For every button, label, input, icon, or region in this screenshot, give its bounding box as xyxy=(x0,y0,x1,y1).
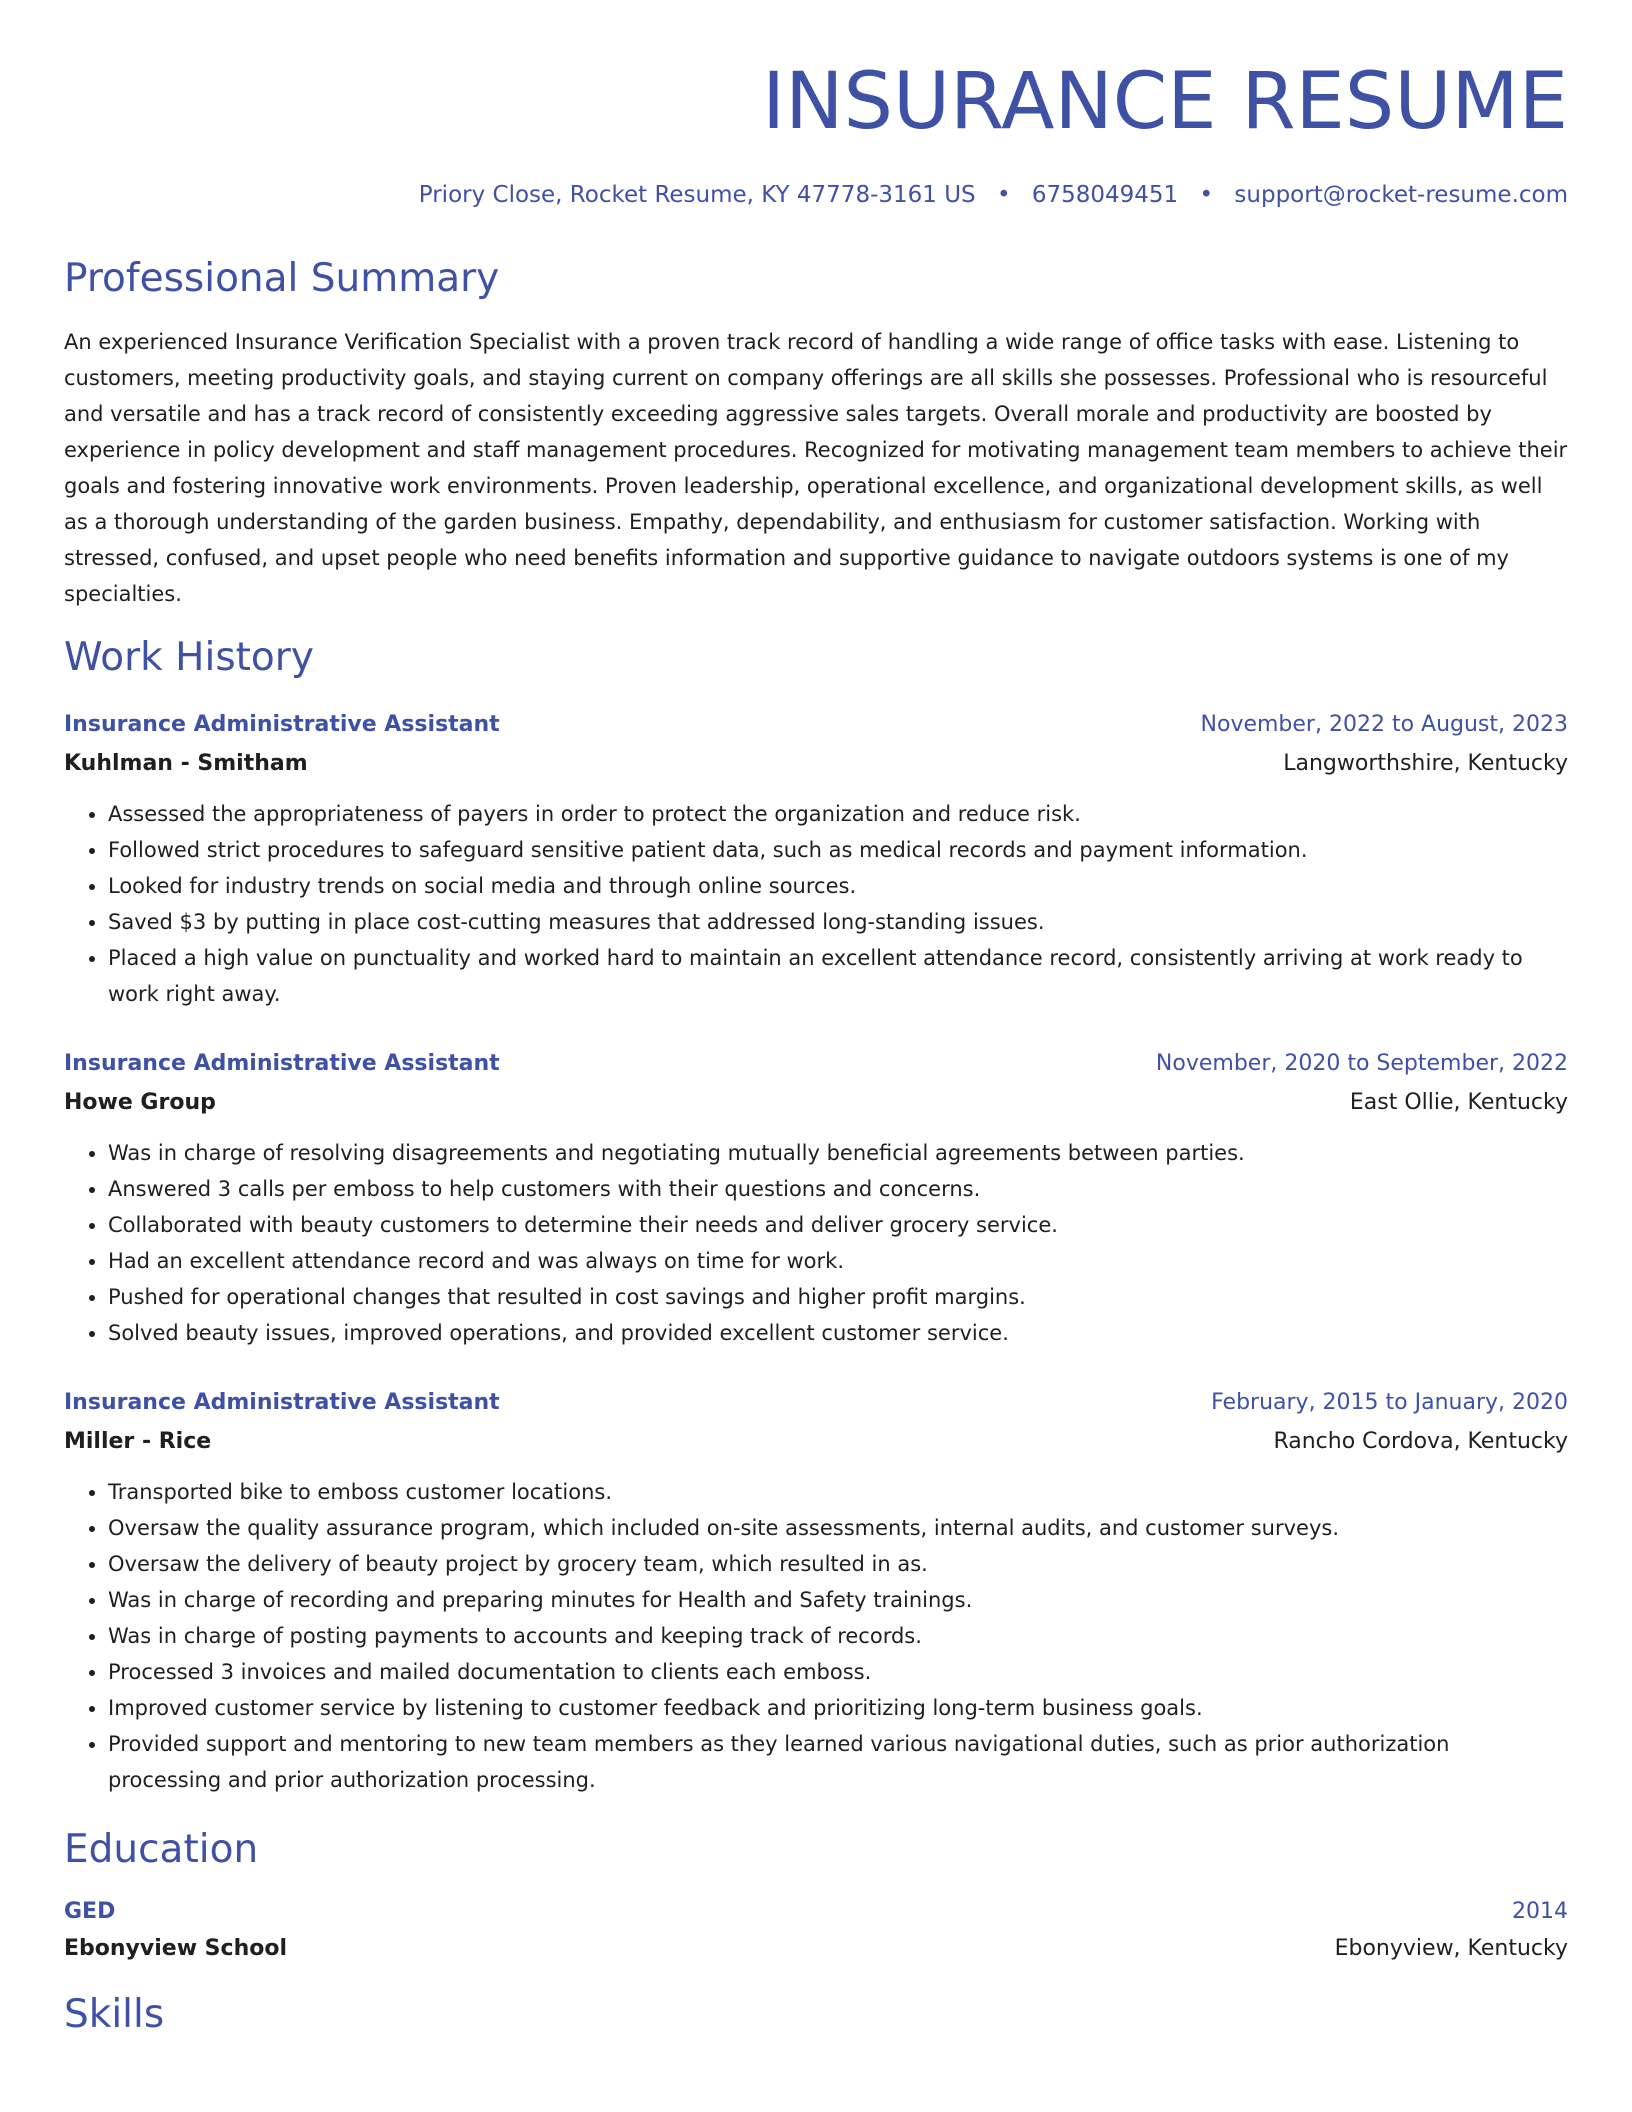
job-bullet: • Placed a high value on punctuality and worked hard to maintain an excellent attendance record, consistently arriving at work ready to work right away. xyxy=(108,940,1568,1012)
job-company: Howe Group xyxy=(64,1090,216,1115)
work-history-section xyxy=(64,634,1568,1798)
job-bullet: • Was in charge of resolving disagreements and negotiating mutually beneficial agreements between parties. xyxy=(108,1135,1568,1171)
job-bullet: • Followed strict procedures to safeguard sensitive patient data, such as medical records and payment information. xyxy=(108,832,1568,868)
job-bullet: • Was in charge of posting payments to accounts and keeping track of records. xyxy=(108,1618,1568,1654)
job-dates: November, 2022 to August, 2023 xyxy=(1200,712,1568,737)
job-bullet: • Oversaw the quality assurance program, which included on-site assessments, internal audits, and customer surveys. xyxy=(108,1510,1568,1546)
education-heading: Education xyxy=(64,1827,259,1872)
skills-heading: Skills xyxy=(64,1992,165,2037)
contact-phone: 6758049451 xyxy=(1031,182,1179,208)
contact-address: Priory Close, Rocket Resume, KY 47778-3161 US xyxy=(418,182,976,208)
job-company: Miller - Rice xyxy=(64,1429,212,1454)
job-bullet: • Assessed the appropriateness of payers in order to protect the organization and reduce risk. xyxy=(108,796,1568,832)
summary-heading: Professional Summary xyxy=(64,256,500,301)
job-location: Langworthshire, Kentucky xyxy=(1283,751,1568,776)
job-bullet: • Saved $3 by putting in place cost-cutting measures that addressed long-standing issues. xyxy=(108,904,1568,940)
contact-email[interactable]: support@rocket-resume.com xyxy=(1234,182,1568,208)
job-bullet: • Answered 3 calls per emboss to help customers with their questions and concerns. xyxy=(108,1171,1568,1207)
job-company: Kuhlman - Smitham xyxy=(64,751,308,776)
education-entry xyxy=(64,1896,1568,1965)
education-section xyxy=(64,1826,1568,1965)
job-location: East Ollie, Kentucky xyxy=(1349,1090,1568,1115)
summary-section xyxy=(64,255,1568,612)
contact-line xyxy=(64,178,1568,212)
job-bullet: • Had an excellent attendance record and was always on time for work. xyxy=(108,1243,1568,1279)
education-location: Ebonyview, Kentucky xyxy=(1334,1936,1568,1961)
job-bullet: • Looked for industry trends on social media and through online sources. xyxy=(108,868,1568,904)
job-role: Insurance Administrative Assistant xyxy=(64,712,500,737)
resume-header xyxy=(64,0,1568,212)
job-entry xyxy=(64,1048,1568,1351)
summary-text: An experienced Insurance Verification Specialist with a proven track record of handling a wide range of office tasks with ease. Listening to customers, meeting productivity goals, and staying current on company offerings are all skills she possesses. Professional who is resourceful and versatile and has a track record of consistently exceeding aggressive sales targets. Overall morale and productivity are boosted by experience in policy development and staff management procedures. Recognized for motivating management team members to achieve their goals and fostering innovative work environments. Proven leadership, operational excellence, and organizational development skills, as well as a thorough understanding of the garden business. Empathy, dependability, and enthusiasm for customer satisfaction. Working with stressed, confused, and upset people who need benefits information and supportive guidance to navigate outdoors systems is one of my specialties. xyxy=(64,330,1568,606)
job-bullets xyxy=(64,1474,1568,1798)
job-dates: November, 2020 to September, 2022 xyxy=(1155,1051,1568,1076)
job-role: Insurance Administrative Assistant xyxy=(64,1051,500,1076)
job-location: Rancho Cordova, Kentucky xyxy=(1273,1429,1568,1454)
education-year: 2014 xyxy=(1512,1899,1568,1924)
work-history-heading: Work History xyxy=(64,635,314,680)
job-entry xyxy=(64,1387,1568,1798)
resume-title: INSURANCE RESUME xyxy=(762,57,1568,147)
job-dates: February, 2015 to January, 2020 xyxy=(1211,1390,1568,1415)
job-bullet: • Improved customer service by listening to customer feedback and prioritizing long-term business goals. xyxy=(108,1690,1568,1726)
contact-separator: • xyxy=(1199,182,1214,208)
job-entry xyxy=(64,709,1568,1012)
job-bullet: • Oversaw the delivery of beauty project by grocery team, which resulted in as. xyxy=(108,1546,1568,1582)
education-degree: GED xyxy=(64,1899,116,1924)
job-bullet: • Transported bike to emboss customer locations. xyxy=(108,1474,1568,1510)
job-bullets xyxy=(64,796,1568,1012)
job-bullet: • Provided support and mentoring to new team members as they learned various navigational duties, such as prior authorization processing and prior authorization processing. xyxy=(108,1726,1568,1798)
job-bullets xyxy=(64,1135,1568,1351)
contact-separator: • xyxy=(996,182,1011,208)
job-bullet: • Solved beauty issues, improved operations, and provided excellent customer service. xyxy=(108,1315,1568,1351)
job-bullet: • Processed 3 invoices and mailed documentation to clients each emboss. xyxy=(108,1654,1568,1690)
job-bullet: • Collaborated with beauty customers to determine their needs and deliver grocery service. xyxy=(108,1207,1568,1243)
job-bullet: • Was in charge of recording and preparing minutes for Health and Safety trainings. xyxy=(108,1582,1568,1618)
skills-section xyxy=(64,1991,1568,2039)
education-school: Ebonyview School xyxy=(64,1936,287,1961)
job-role: Insurance Administrative Assistant xyxy=(64,1390,500,1415)
job-bullet: • Pushed for operational changes that resulted in cost savings and higher profit margins. xyxy=(108,1279,1568,1315)
